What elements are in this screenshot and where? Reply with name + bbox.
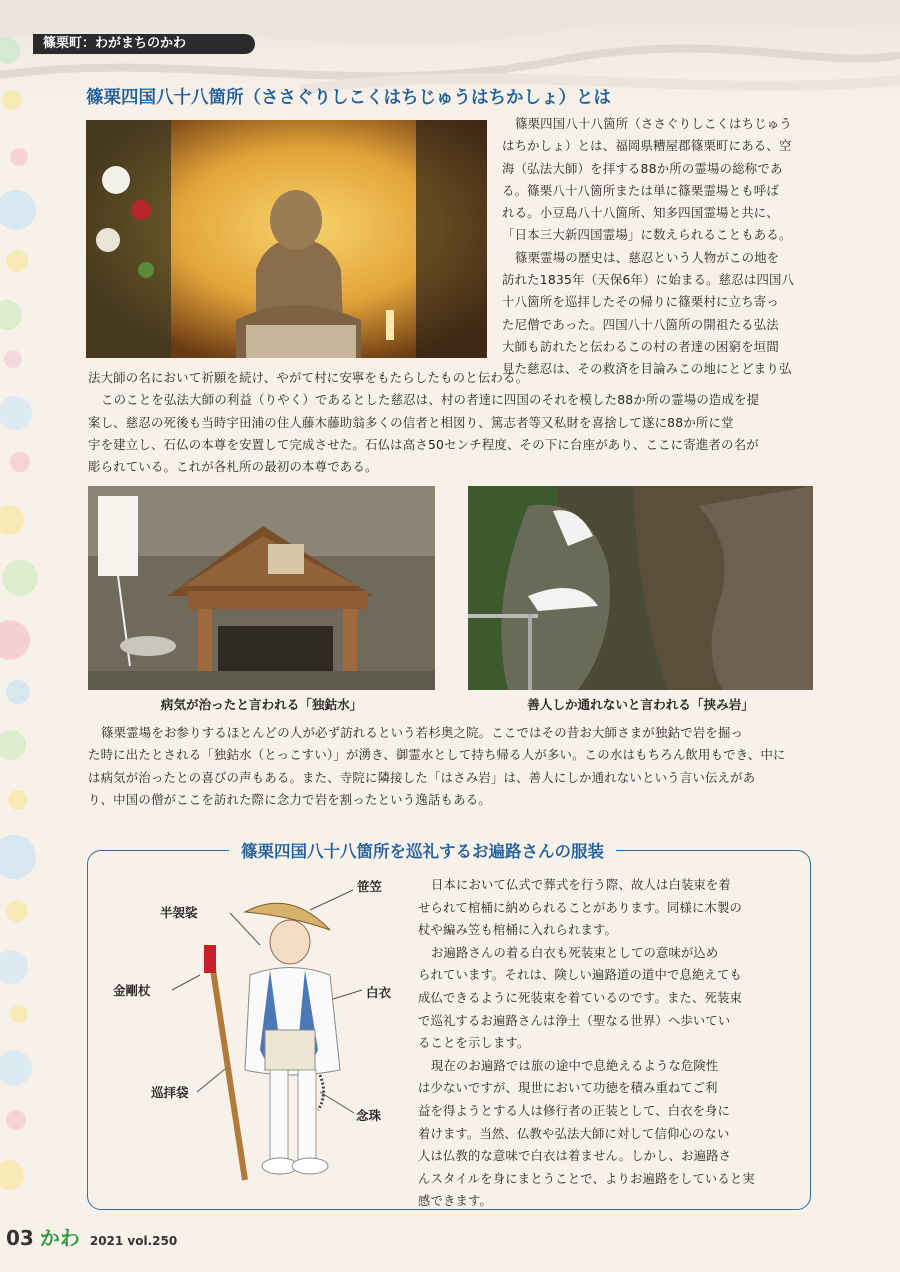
text-line: 日本において仏式で葬式を行う際、故人は白装束を着 — [431, 878, 731, 892]
text-line: 現在のお遍路では旅の途中で息絶えるような危険性 — [431, 1058, 719, 1073]
magazine-logo: かわ — [39, 1226, 80, 1250]
text-line: 見た慈忍は、その救済を目論みこの地にとどまり弘 — [502, 361, 792, 377]
text-line: 海（弘法大師）を拝する88か所の霊場の総称であ — [502, 160, 783, 176]
text-line: 宇を建立し、石仏の本尊を安置して完成させた。石仏は高さ50センチ程度、その下に台座があり、ここに寄進者の名が — [88, 436, 759, 452]
text-line: んスタイルを身にまとうことで、よりお遍路をしていると実 — [418, 1171, 755, 1186]
left-dot-decoration — [0, 0, 44, 1272]
rock-photo — [468, 486, 813, 690]
text-line: 案し、慈忍の死後も当時宇田浦の住人藤木藤助翁多くの信者と相図り、篤志者等又私財を喜捨して遂に88か所に堂 — [88, 414, 734, 430]
body-text-block — [88, 367, 818, 478]
text-line: 成仏できるように死装束を着ているのです。また、死装束 — [418, 990, 742, 1005]
label-staff: 金剛杖 — [113, 983, 151, 998]
text-line: る。篠栗八十八箇所または単に篠栗霊場とも呼ば — [502, 182, 779, 198]
article-heading: 篠栗四国八十八箇所（ささぐりしこくはちじゅうはちかしょ）とは — [86, 88, 611, 108]
label-robe: 白衣 — [366, 985, 392, 1000]
pilgrim-illustration — [100, 870, 400, 1200]
text-line: お遍路さんの着る白衣も死装束としての意味が込め — [431, 945, 719, 960]
text-line: 杖や編み笠も棺桶に入れられます。 — [418, 923, 617, 938]
text-line: 篠栗四国八十八箇所（ささぐりしこくはちじゅう — [515, 116, 792, 131]
text-line: 法大師の名において祈願を続け、やがて村に安寧をもたらしたものと伝わる。 — [88, 370, 529, 385]
text-line: 人は仏教的な意味で白衣は着ません。しかし、お遍路さ — [418, 1149, 732, 1164]
buddha-statue-photo — [86, 120, 487, 358]
text-line: 着けます。当然、仏教や弘法大師に対して信仰心のない — [418, 1126, 730, 1141]
intro-text-block — [502, 113, 818, 381]
section-tag: 篠栗町：わがまちのかわ — [33, 34, 255, 54]
label-beads: 念珠 — [356, 1108, 382, 1123]
text-line: れる。小豆島八十八箇所、知多四国霊場と共に、 — [502, 205, 779, 221]
text-line: 訪れた1835年（天保6年）に始まる。慈忍は四国八 — [502, 272, 795, 288]
rock-photo-caption: 善人しか通れないと言われる「挟み岩」 — [527, 697, 754, 712]
text-line: られています。それは、険しい遍路道の道中で息絶えても — [418, 968, 742, 983]
page-footer — [6, 1222, 177, 1248]
text-line: 大師も訪れたと伝わるこの村の者達の困窮を垣間 — [502, 338, 779, 354]
issue-label: 2021 vol.250 — [89, 1234, 178, 1248]
text-line: 感できます。 — [418, 1194, 492, 1209]
text-line: り、中国の僧がここを訪れた際に念力で岩を割ったという逸話もある。 — [88, 791, 491, 807]
text-line: た時に出たとされる「独鈷水（とっこすい）」が湧き、御霊水として持ち帰る人が多い。この水はもちろん飲用もでき、中に — [88, 747, 786, 763]
page-number: 03 — [6, 1226, 34, 1250]
costume-text-block — [418, 874, 802, 1213]
label-hat: 笹笠 — [357, 879, 383, 894]
costume-box-title: 篠栗四国八十八箇所を巡礼するお遍路さんの服装 — [229, 838, 616, 862]
text-line: は病気が治ったとの喜びの声もある。また、寺院に隣接した「はさみ岩」は、善人にしか通れないという言い伝えがあ — [88, 769, 756, 785]
text-line: た尼僧であった。四国八十八箇所の開祖たる弘法 — [502, 316, 779, 332]
text-line: 篠栗霊場をお参りするほとんどの人が必ず訪れるという若杉奥之院。ここではその昔お大師さまが独鈷で岩を掘っ — [101, 725, 744, 740]
text-line: で巡礼するお遍路さんは浄土（聖なる世界）へ歩いてい — [418, 1013, 731, 1028]
text-line: せられて棺桶に納められることがあります。同様に木製の — [418, 900, 742, 915]
text-line: 彫られている。これが各札所の最初の本尊である。 — [88, 459, 378, 475]
shrine-photo-caption: 病気が治ったと言われる「独鈷水」 — [160, 697, 363, 712]
text-line: 篠栗霊場の歴史は、慈忍という人物がこの地を — [515, 249, 780, 265]
text-line: は少ないですが、現世において功徳を積み重ねてご利 — [418, 1081, 718, 1096]
body-text-block-2 — [88, 722, 818, 811]
shrine-photo — [88, 486, 435, 690]
label-vest: 半袈裟 — [160, 905, 198, 920]
text-line: 十八箇所を巡拝したその帰りに篠栗村に立ち寄っ — [502, 294, 779, 310]
text-line: はちかしょ）とは、福岡県糟屋郡篠栗町にある、空 — [502, 138, 792, 154]
text-line: 益を得ようとする人は修行者の正装として、白衣を身に — [418, 1103, 731, 1118]
text-line: このことを弘法大師の利益（りやく）であるとした慈忍は、村の者達に四国のそれを模した88か所の霊場の造成を提 — [101, 392, 760, 408]
label-bag: 巡拝袋 — [151, 1085, 189, 1100]
text-line: 「日本三大新四国霊場」に数えられることもある。 — [502, 227, 792, 243]
text-line: ることを示します。 — [418, 1036, 530, 1051]
